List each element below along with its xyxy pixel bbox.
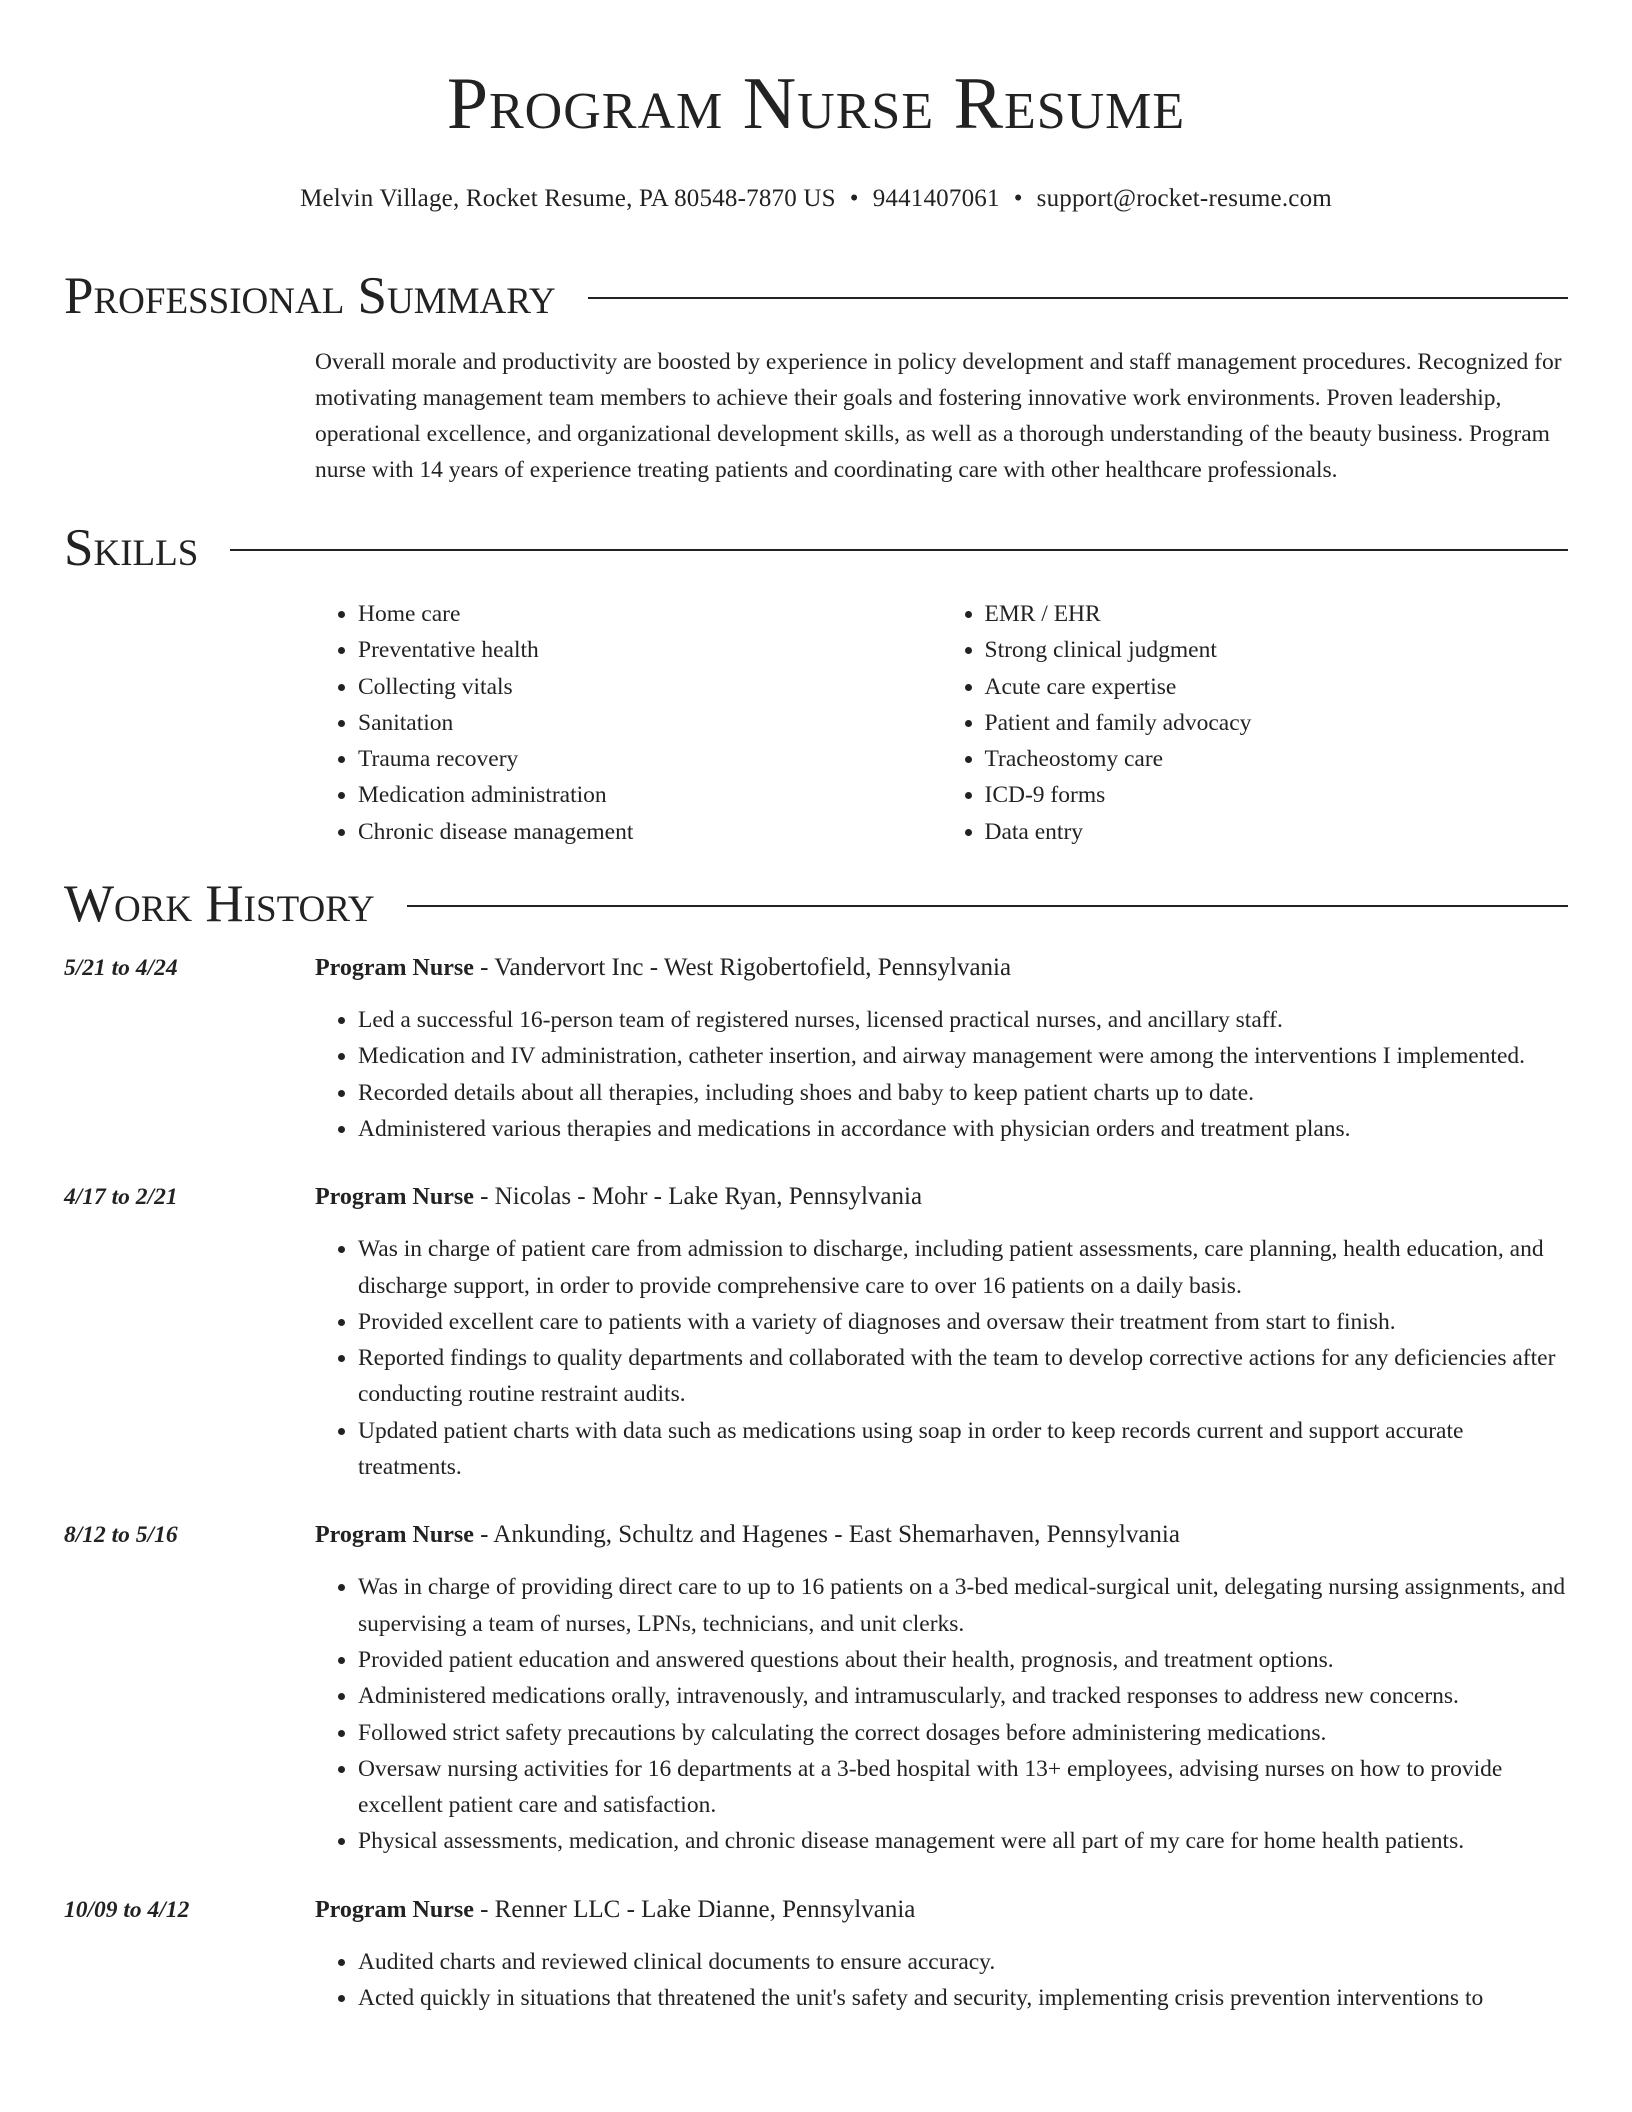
job-dates: 8/12 to 5/16 [64,1522,178,1549]
job-details [315,950,1568,1147]
job-title-line [315,1179,1568,1215]
job-role: Program Nurse [315,1896,474,1923]
job-bullets [315,1944,1568,2017]
contact-separator: • [849,185,859,212]
job-dates: 5/21 to 4/24 [64,955,178,982]
skill-item: • Medication administration [358,777,942,813]
skills-grid [315,596,1568,850]
summary-heading [64,264,1568,328]
job-bullet: • Physical assessments, medication, and chronic disease management were all part of my care for home health patients. [358,1823,1568,1859]
summary-text: Overall morale and productivity are boosted by experience in policy development and staff management procedures. Recognized for motivating management team members to achieve their goals and fostering innovative work environments. Proven leadership, operational excellence, and organizational development skills, as well as a thorough understanding of the beauty business. Program nurse with 14 years of experience treating patients and coordinating care with other healthcare professionals. [315,349,1562,483]
job-bullets [315,1569,1568,1859]
section-divider [588,297,1568,299]
skill-item: • EMR / EHR [985,596,1569,632]
skill-item: • Trauma recovery [358,741,942,777]
summary-heading-text: Professional Summary [64,267,556,325]
work-history-section [64,872,1568,2016]
skills-heading [64,516,1568,580]
job-bullet: • Administered medications orally, intravenously, and intramuscularly, and tracked responses to address new concerns. [358,1678,1568,1714]
skill-item: • Home care [358,596,942,632]
job-bullets [315,1002,1568,1147]
job-bullet: • Medication and IV administration, catheter insertion, and airway management were among the interventions I implemented. [358,1038,1568,1074]
contact-separator: • [1013,185,1023,212]
contact-email: support@rocket-resume.com [1036,185,1332,212]
job-bullet: • Was in charge of patient care from admission to discharge, including patient assessments, care planning, health education, and discharge support, in order to provide comprehensive care to over 16 patients on a daily basis. [358,1231,1568,1304]
job-bullet: • Audited charts and reviewed clinical documents to ensure accuracy. [358,1944,1568,1980]
job-entry [64,950,1568,1147]
section-divider [407,905,1568,907]
job-title-line [315,1517,1568,1553]
skill-item: • ICD-9 forms [985,777,1569,813]
job-bullet: • Reported findings to quality departments and collaborated with the team to develop corrective actions for any deficiencies after conducting routine restraint audits. [358,1340,1568,1413]
contact-line [64,184,1568,214]
contact-address: Melvin Village, Rocket Resume, PA 80548-7870 US [300,185,836,212]
skill-item: • Chronic disease management [358,814,942,850]
job-role: Program Nurse [315,1522,474,1549]
job-bullet: • Followed strict safety precautions by calculating the correct dosages before administering medications. [358,1715,1568,1751]
job-entry [64,1892,1568,2017]
job-bullet: • Acted quickly in situations that threatened the unit's safety and security, implementing crisis prevention interventions to [358,1980,1568,2016]
job-details [315,1179,1568,1485]
skill-item: • Tracheostomy care [985,741,1569,777]
job-bullet: • Led a successful 16-person team of registered nurses, licensed practical nurses, and ancillary staff. [358,1002,1568,1038]
job-bullet: • Updated patient charts with data such as medications using soap in order to keep records current and support accurate treatments. [358,1413,1568,1486]
section-divider [230,549,1568,551]
job-employer: - Nicolas - Mohr - Lake Ryan, Pennsylvania [473,1183,923,1211]
skills-list-right [942,596,1569,850]
job-title-line [315,1892,1568,1928]
job-bullet: • Provided excellent care to patients with a variety of diagnoses and oversaw their treatment from start to finish. [358,1304,1568,1340]
job-bullet: • Oversaw nursing activities for 16 departments at a 3-bed hospital with 13+ employees, advising nurses on how to provide excellent patient care and satisfaction. [358,1751,1568,1824]
job-bullets [315,1231,1568,1485]
job-role: Program Nurse [315,955,474,982]
job-role: Program Nurse [315,1184,474,1211]
job-entry [64,1179,1568,1485]
job-details [315,1892,1568,2017]
job-bullet: • Was in charge of providing direct care to up to 16 patients on a 3-bed medical-surgical unit, delegating nursing assignments, and supervising a team of nurses, LPNs, technicians, and unit clerks. [358,1569,1568,1642]
job-title-line [315,950,1568,986]
job-details [315,1517,1568,1859]
skill-item: • Strong clinical judgment [985,632,1569,668]
job-employer: - Renner LLC - Lake Dianne, Pennsylvania [473,1895,916,1923]
job-entry [64,1517,1568,1859]
contact-phone: 9441407061 [872,185,1000,212]
job-employer: - Ankunding, Schultz and Hagenes - East Shemarhaven, Pennsylvania [473,1521,1180,1549]
job-dates: 4/17 to 2/21 [64,1184,178,1211]
skill-item: • Patient and family advocacy [985,705,1569,741]
page-title: Program Nurse Resume [446,63,1186,145]
skill-item: • Data entry [985,814,1569,850]
job-dates: 10/09 to 4/12 [64,1896,190,1923]
skill-item: • Sanitation [358,705,942,741]
summary-section [64,264,1568,488]
job-bullet: • Administered various therapies and medications in accordance with physician orders and treatment plans. [358,1111,1568,1147]
skill-item: • Acute care expertise [985,669,1569,705]
job-employer: - Vandervort Inc - West Rigobertofield, Pennsylvania [473,954,1012,982]
skill-item: • Preventative health [358,632,942,668]
skills-section [64,516,1568,850]
job-bullet: • Provided patient education and answered questions about their health, prognosis, and treatment options. [358,1642,1568,1678]
work-history-heading-text: Work History [64,875,375,934]
skill-item: • Collecting vitals [358,669,942,705]
job-bullet: • Recorded details about all therapies, including shoes and baby to keep patient charts up to date. [358,1075,1568,1111]
skills-heading-text: Skills [64,519,199,577]
skills-list-left [315,596,942,850]
work-history-heading [64,872,1568,936]
